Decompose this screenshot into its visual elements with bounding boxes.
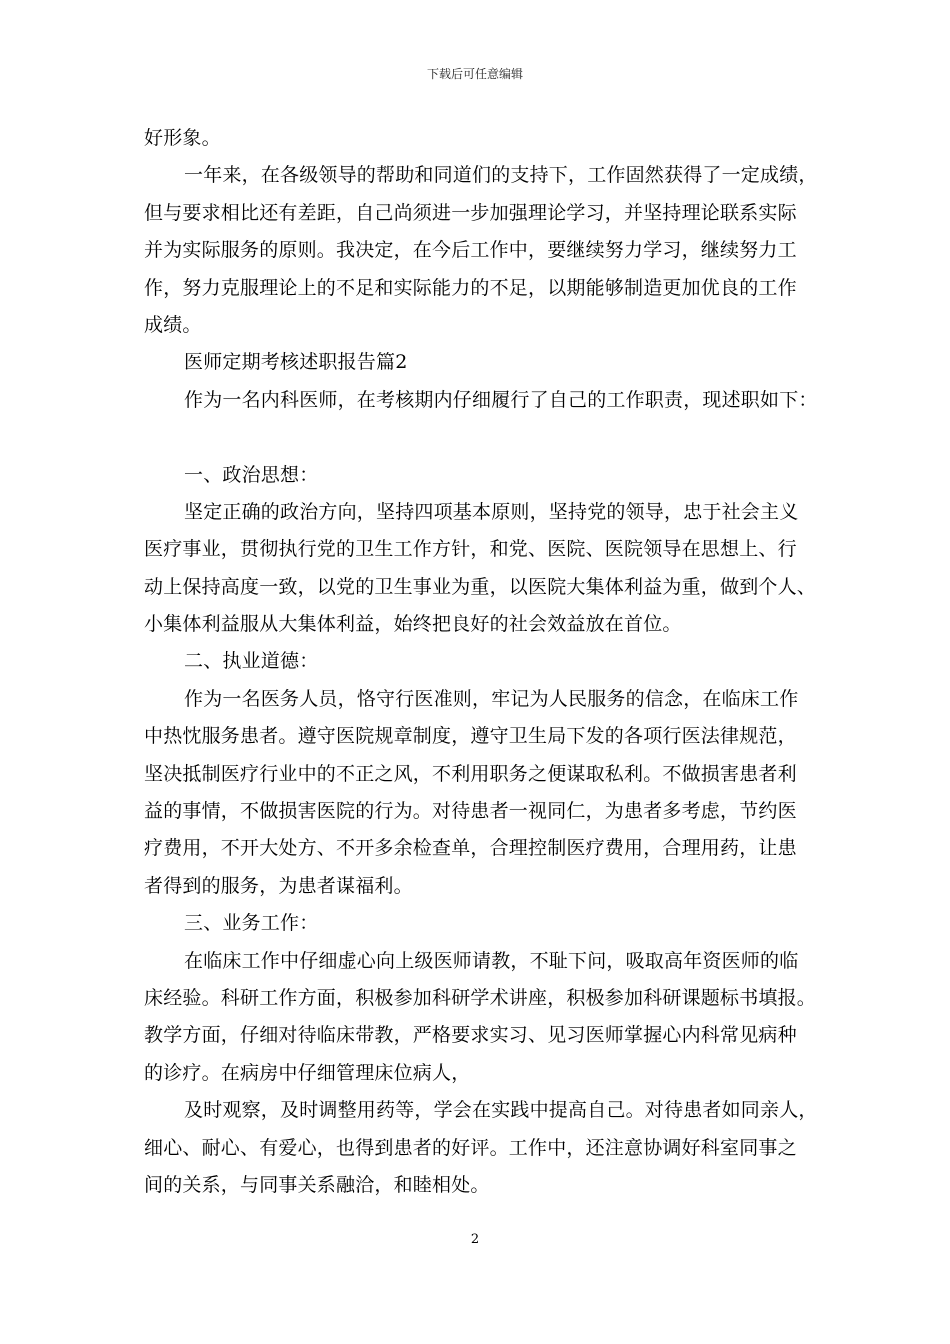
document-body — [144, 120, 820, 1204]
paragraph-line: 益的事情，不做损害医院的行为。对待患者一视同仁，为患者多考虑，节约医 — [144, 800, 797, 823]
paragraph-line: 动上保持高度一致，以党的卫生事业为重，以医院大集体利益为重，做到个人、 — [144, 575, 817, 598]
paragraph-line: 的诊疗。在病房中仔细管理床位病人， — [144, 1061, 471, 1084]
paragraph-line: 坚决抵制医疗行业中的不正之风，不利用职务之便谋取私利。不做损害患者利 — [144, 762, 797, 785]
paragraph-line: 在临床工作中仔细虚心向上级医师请教，不耻下问，吸取高年资医师的临 — [184, 949, 799, 972]
paragraph-line: 作，努力克服理论上的不足和实际能力的不足，以期能够制造更加优良的工作 — [144, 276, 797, 299]
paragraph-line: 小集体利益服从大集体利益，始终把良好的社会效益放在首位。 — [144, 613, 682, 636]
section-heading: 一、政治思想： — [184, 463, 319, 486]
section-heading: 二、执业道德： — [184, 650, 319, 673]
paragraph-line: 并为实际服务的原则。我决定，在今后工作中，要继续努力学习，继续努力工 — [144, 239, 797, 262]
paragraph-line: 间的关系，与同事关系融洽，和睦相处。 — [144, 1173, 490, 1196]
paragraph-line: 一年来，在各级领导的帮助和同道们的支持下，工作固然获得了一定成绩， — [184, 164, 818, 187]
paragraph-line: 作为一名医务人员，恪守行医准则，牢记为人民服务的信念，在临床工作 — [184, 687, 799, 710]
blank-line — [144, 419, 820, 456]
paragraph-line: 坚定正确的政治方向，坚持四项基本原则，坚持党的领导，忠于社会主义 — [184, 500, 799, 523]
paragraph-line: 疗费用，不开大处方、不开多余检查单，合理控制医疗费用，合理用药，让患 — [144, 837, 797, 860]
paragraph-line: 好形象。 — [144, 127, 221, 149]
paragraph-line: 者得到的服务，为患者谋福利。 — [144, 874, 413, 897]
section-title: 医师定期考核述职报告篇2 — [184, 351, 408, 374]
paragraph-line: 但与要求相比还有差距，自己尚须进一步加强理论学习，并坚持理论联系实际 — [144, 201, 797, 224]
paragraph-line: 作为一名内科医师，在考核期内仔细履行了自己的工作职责，现述职如下： — [184, 388, 818, 411]
paragraph-line: 床经验。科研工作方面，积极参加科研学术讲座，积极参加科研课题标书填报。 — [144, 986, 817, 1009]
page-header: 下载后可任意编辑 — [426, 67, 523, 81]
paragraph-line: 医疗事业，贯彻执行党的卫生工作方针，和党、医院、医院领导在思想上、行 — [144, 538, 797, 561]
paragraph-line: 中热忱服务患者。遵守医院规章制度，遵守卫生局下发的各项行医法律规范， — [144, 725, 797, 748]
page-number: 2 — [470, 1232, 480, 1247]
paragraph-line: 及时观察，及时调整用药等，学会在实践中提高自己。对待患者如同亲人， — [184, 1099, 818, 1122]
paragraph-line: 细心、耐心、有爱心，也得到患者的好评。工作中，还注意协调好科室同事之 — [144, 1136, 797, 1159]
paragraph-line: 成绩。 — [144, 313, 202, 336]
section-heading: 三、业务工作： — [184, 912, 319, 935]
paragraph-line: 教学方面，仔细对待临床带教，严格要求实习、见习医师掌握心内科常见病种 — [144, 1024, 797, 1047]
